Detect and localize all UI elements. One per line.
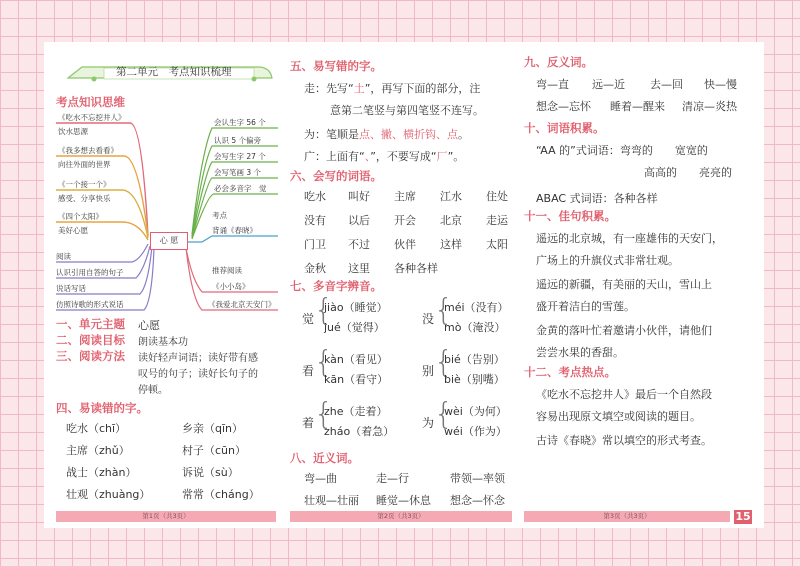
s5-highlight: 点、撇、横折钩、点 — [359, 128, 458, 141]
s1-value: 心愿 — [138, 319, 160, 332]
s9-pair: 去—回 — [650, 78, 683, 91]
s4-item: 战士（zhàn） — [66, 466, 137, 479]
mm-left-6: 感受、分享快乐 — [58, 194, 111, 203]
s4-item: 诉说（sù） — [182, 466, 239, 479]
poly-reading: bié（告别） — [444, 353, 505, 366]
s3-line-1: 读好轻声词语；读好带有感 — [138, 353, 258, 364]
s8-pair: 睡觉—休息 — [376, 494, 431, 507]
brace-icon: { — [434, 293, 454, 328]
s5-highlight: 土 — [353, 82, 365, 95]
banner-title: 第二单元 考点知识梳理 — [116, 66, 232, 78]
mm-rec-1: 推荐阅读 — [212, 266, 242, 275]
mm-read-3: 说话写话 — [56, 284, 86, 293]
s11-line: 遥远的北京城，有一座雄伟的天安门， — [536, 232, 723, 245]
s8-heading: 八、近义词。 — [290, 451, 359, 465]
s4-item: 村子（cūn） — [182, 444, 246, 457]
column-3 — [524, 42, 758, 528]
s11-line: 尝尝水果的香甜。 — [536, 346, 624, 359]
poly-reading: mò（淹没） — [444, 321, 506, 334]
s6-word: 北京 — [440, 214, 462, 227]
s5-line-2: 意第二笔竖与第四笔竖不连写。 — [330, 104, 484, 117]
s9-pair: 远—近 — [592, 78, 625, 91]
s6-word: 太阳 — [486, 238, 508, 251]
s5-text: 。 — [458, 128, 469, 141]
mm-left-1: 《吃水不忘挖井人》 — [58, 113, 126, 122]
s5-text: 为：笔顺是 — [304, 128, 359, 141]
mm-right-5: 必会多音字 觉 — [214, 184, 267, 193]
s5-text: ”，不要写成“ — [370, 150, 437, 163]
s5-text: ”。 — [447, 150, 465, 163]
mm-rec-3: 《我爱北京天安门》 — [208, 300, 276, 309]
s6-word: 走运 — [486, 214, 508, 227]
poly-char: 觉 — [302, 312, 315, 326]
s5-highlight: 厂 — [436, 150, 448, 163]
poly-char: 为 — [422, 416, 435, 430]
s5-text: 广：上面有“ — [304, 150, 365, 163]
brace-icon: { — [434, 397, 454, 432]
s9-pair: 清凉—炎热 — [682, 100, 737, 113]
s5-heading: 五、易写错的字。 — [290, 59, 382, 73]
s10-line-3: ABAC 式词语：各种各样 — [536, 192, 658, 205]
s6-word: 这样 — [440, 238, 462, 251]
poly-char: 看 — [302, 364, 315, 378]
s6-word: 金秋 — [304, 262, 326, 275]
mm-left-8: 美好心愿 — [58, 226, 88, 235]
s6-word: 吃水 — [304, 190, 326, 203]
s11-line: 遥远的新疆，有美丽的天山，雪山上 — [536, 278, 712, 291]
s5-text: ”，再写下面的部分，注 — [364, 82, 481, 95]
s2-value: 朗读基本功 — [138, 337, 188, 348]
s9-pair: 快—慢 — [704, 78, 737, 91]
s8-pair: 走—行 — [376, 472, 409, 485]
s1-label: 一、单元主题 — [56, 317, 125, 331]
s4-item: 吃水（chī） — [66, 422, 127, 435]
mm-rec-2: 《小小岛》 — [212, 282, 250, 291]
poly-reading: kàn（看见） — [324, 353, 388, 366]
mm-mid-1: 考点 — [212, 211, 227, 220]
poly-char: 别 — [422, 364, 435, 378]
mm-read-1: 阅读 — [56, 252, 71, 261]
s12-line: 容易出现原文填空或阅读的题目。 — [536, 410, 701, 423]
s12-line: 古诗《春晓》常以填空的形式考查。 — [536, 434, 712, 447]
s8-pair: 弯—曲 — [304, 472, 337, 485]
poly-reading: biè（别嘴） — [444, 373, 505, 386]
footer-page-1: 第1页（共3页） — [56, 511, 276, 522]
mm-read-2: 认识引用自答的句子 — [56, 268, 124, 277]
s8-pair: 想念—怀念 — [450, 494, 505, 507]
column-1 — [52, 42, 280, 528]
poly-reading: jué（觉得） — [324, 321, 385, 334]
poly-reading: jiào（睡觉） — [324, 301, 388, 314]
s6-word: 门卫 — [304, 238, 326, 251]
s11-line: 盛开着洁白的雪莲。 — [536, 300, 635, 313]
page-number-badge: 15 — [735, 510, 751, 523]
mm-left-5: 《一个接一个》 — [58, 180, 111, 189]
poly-reading: méi（没有） — [444, 301, 509, 314]
mm-right-3: 会写生字 27 个 — [214, 152, 266, 161]
poly-char: 着 — [302, 416, 315, 430]
mindmap-heading: 考点知识思维 — [56, 95, 125, 109]
s11-line: 广场上的升旗仪式非常壮观。 — [536, 254, 679, 267]
poly-reading: wéi（作为） — [444, 425, 507, 438]
brace-icon: { — [314, 397, 334, 432]
s2-label: 二、阅读目标 — [56, 333, 125, 347]
mm-left-7: 《四个太阳》 — [58, 212, 103, 221]
s12-line: 《吃水不忘挖井人》最后一个自然段 — [536, 388, 712, 401]
poly-reading: zhe（走着） — [324, 405, 388, 418]
worksheet — [44, 42, 764, 528]
s8-pair: 带领—率领 — [450, 472, 505, 485]
s6-word: 不过 — [348, 238, 370, 251]
mm-left-4: 向往外面的世界 — [58, 160, 111, 169]
poly-reading: wèi（为何） — [444, 405, 507, 418]
s5-text: 走：先写“ — [304, 82, 354, 95]
s4-item: 乡亲（qīn） — [182, 422, 244, 435]
s3-line-3: 停顿。 — [138, 385, 168, 396]
mindmap — [52, 110, 280, 314]
s10-line-1: “AA 的”式词语：弯弯的 宽宽的 — [536, 144, 708, 157]
s9-pair: 睡着—醒来 — [610, 100, 665, 113]
footer-page-2: 第2页（共3页） — [290, 511, 512, 522]
brace-icon: { — [434, 345, 454, 380]
mm-mid-2: 背诵《春晓》 — [212, 226, 257, 235]
s6-word: 这里 — [348, 262, 370, 275]
s6-word: 没有 — [304, 214, 326, 227]
s6-word: 主席 — [394, 190, 416, 203]
mindmap-center: 心 愿 — [150, 232, 188, 250]
s5-highlight: 、 — [364, 150, 371, 163]
mm-left-3: 《我多想去看看》 — [58, 146, 118, 155]
poly-char: 没 — [422, 312, 435, 326]
mm-right-2: 认识 5 个偏旁 — [214, 136, 262, 145]
s9-pair: 想念—忘怀 — [536, 100, 591, 113]
s6-word: 伙伴 — [394, 238, 416, 251]
s9-heading: 九、反义词。 — [524, 55, 593, 69]
s9-pair: 弯—直 — [536, 78, 569, 91]
poly-reading: zháo（着急） — [324, 425, 395, 438]
brace-icon: { — [314, 345, 334, 380]
s6-word: 各种各样 — [394, 262, 438, 275]
s11-line: 金黄的落叶忙着邀请小伙伴，请他们 — [536, 324, 712, 337]
s6-word: 叫好 — [348, 190, 370, 203]
s6-word: 江水 — [440, 190, 462, 203]
s10-line-2: 高高的 亮亮的 — [644, 166, 732, 179]
s11-heading: 十一、佳句积累。 — [524, 209, 616, 223]
brace-icon: { — [314, 293, 334, 328]
mm-right-4: 会写笔画 3 个 — [214, 168, 262, 177]
s4-item: 常常（cháng） — [182, 488, 260, 501]
s7-heading: 七、多音字辨音。 — [290, 279, 382, 293]
s12-heading: 十二、考点热点。 — [524, 365, 616, 379]
mm-read-4: 仿照诗歌的形式说话 — [56, 300, 124, 309]
mm-left-2: 饮水思源 — [58, 127, 88, 136]
column-2 — [290, 42, 518, 528]
poly-reading: kān（看守） — [324, 373, 389, 386]
footer-page-3: 第3页（共3页） — [524, 511, 730, 522]
s6-word: 以后 — [348, 214, 370, 227]
s10-heading: 十、词语积累。 — [524, 121, 605, 135]
s3-label: 三、阅读方法 — [56, 349, 125, 363]
s6-word: 住处 — [486, 190, 508, 203]
s4-item: 壮观（zhuàng） — [66, 488, 151, 501]
s6-word: 开会 — [394, 214, 416, 227]
s4-item: 主席（zhǔ） — [66, 444, 130, 457]
s4-heading: 四、易读错的字。 — [56, 401, 148, 415]
s8-pair: 壮观—壮丽 — [304, 494, 359, 507]
mm-right-1: 会认生字 56 个 — [214, 118, 266, 127]
s6-heading: 六、会写的词语。 — [290, 169, 382, 183]
s3-line-2: 叹号的句子；读好长句子的 — [138, 369, 258, 380]
